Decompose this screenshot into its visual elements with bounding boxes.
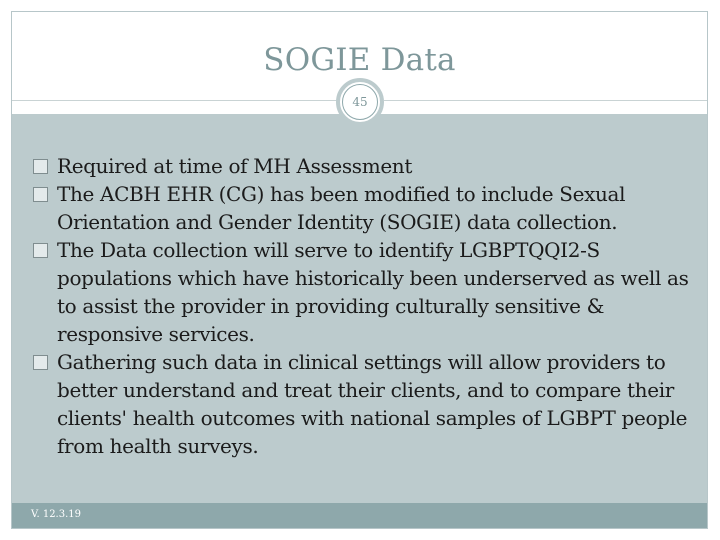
bullet-text: The ACBH EHR (CG) has been modified to include Sexual Orientation and Gender Identity (SOGIE) data collection. [57,182,626,234]
slide-title: SOGIE Data [263,42,456,78]
footer-version: V. 12.3.19 [31,509,81,520]
bullet-text: The Data collection will serve to identify LGBPTQQI2-S populations which have historically been underserved as well as to assist the provider in providing culturally sensitive & responsive services. [57,238,689,346]
page-number-badge: 45 [342,84,378,120]
bullet-text: Gathering such data in clinical settings will allow providers to better understand and treat their clients, and to compare their clients' health outcomes with national samples of LGBPT people from health surveys. [57,350,688,458]
slide-frame [11,11,708,529]
bullet-text: Required at time of MH Assessment [57,154,413,178]
